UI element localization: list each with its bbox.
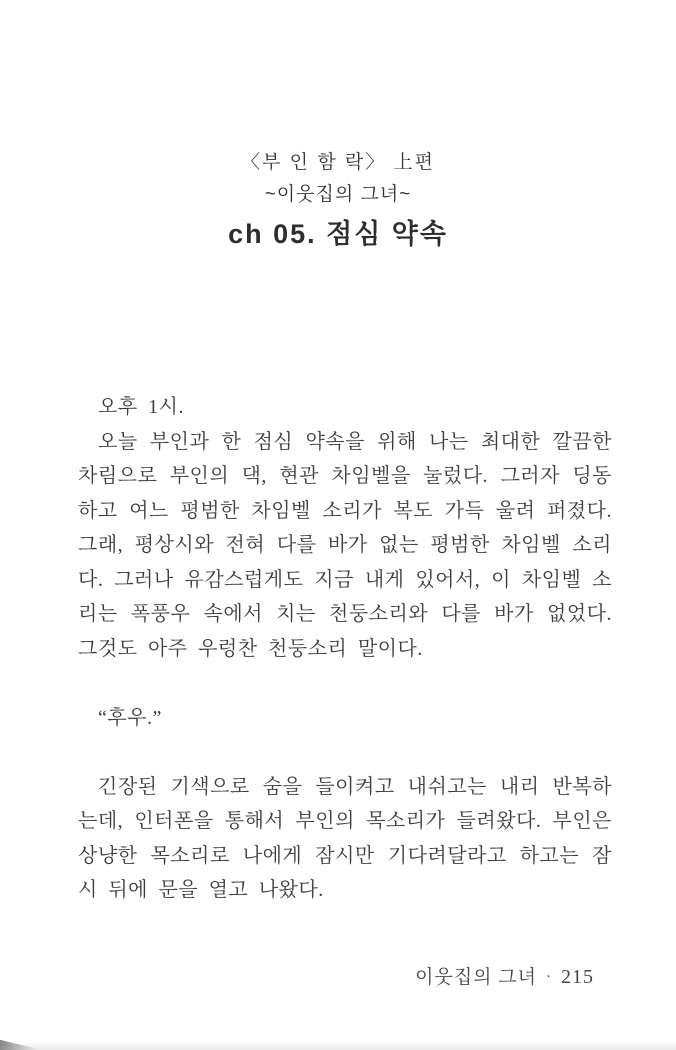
- paragraph-sigh: “후우.”: [98, 706, 162, 729]
- body-text: [78, 390, 612, 908]
- paragraph-time: 오후 1시.: [98, 396, 184, 418]
- page-footer: [415, 962, 594, 989]
- running-title: 이웃집의 그녀: [415, 967, 537, 988]
- separator-dot-icon: ·: [546, 969, 552, 985]
- page-number: 215: [561, 966, 594, 988]
- paragraph-intercom: 긴장된 기색으로 숨을 들이켜고 내쉬고는 내리 반복하는데, 인터폰을 통해서 부인의 목소리가 들려왔다. 부인은 상냥한 목소리로 나에게 잠시만 기다려달라고 하고는 잠시 뒤에 문을 열고 나왔다.: [78, 775, 612, 901]
- series-title: 〈부 인 함 락〉 上편: [241, 152, 435, 173]
- paragraph-doorbell: 오늘 부인과 한 점심 약속을 위해 나는 최대한 깔끔한 차림으로 부인의 댁, 현관 차임벨을 눌렀다. 그러자 딩동 하고 여느 평범한 차임벨 소리가 복도 가득 울려 퍼졌다. 그래, 평상시와 전혀 다를 바가 없는 평범한 차임벨 소리다. 그러나 유감스럽게도 지금 내게 있어서, 이 차임벨 소리는 폭풍우 속에서 치는 천둥소리와 다를 바가 없었다. 그것도 아주 우렁찬 천둥소리 말이다.: [78, 430, 612, 660]
- page-edge-shadow: [0, 1041, 676, 1050]
- chapter-header: [0, 0, 676, 254]
- chapter-title: ch 05. 점심 약속: [228, 219, 448, 249]
- chapter-subtitle: ~이웃집의 그녀~: [264, 184, 412, 205]
